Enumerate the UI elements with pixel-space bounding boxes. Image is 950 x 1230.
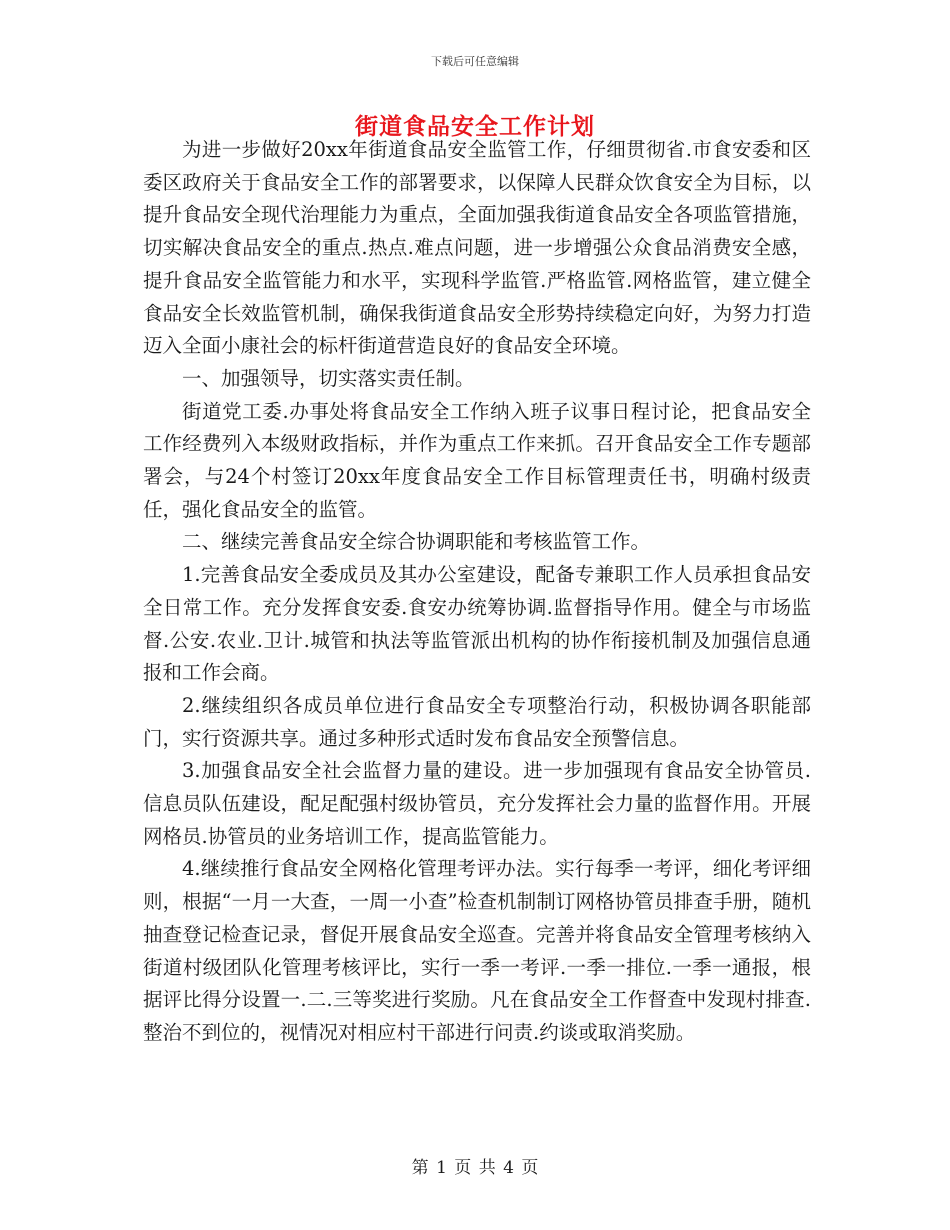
document-title: 街道食品安全工作计划 xyxy=(355,114,595,140)
section-heading-2: 二、继续完善食品安全综合协调职能和考核监管工作。 xyxy=(182,530,651,554)
item-2-paragraph: 2.继续组织各成员单位进行食品安全专项整治行动，积极协调各职能部门，实行资源共享。通过多种形式适时发布食品安全预警信息。 xyxy=(143,693,811,750)
item-3-paragraph: 3.加强食品安全社会监督力量的建设。进一步加强现有食品安全协管员.信息员队伍建设，配足配强村级协管员，充分发挥社会力量的监督作用。开展网格员.协管员的业务培训工作，提高监管能力。 xyxy=(143,759,811,848)
header-note: 下载后可任意编辑 xyxy=(431,55,519,68)
item-1-paragraph: 1.完善食品安全委成员及其办公室建设，配备专兼职工作人员承担食品安全日常工作。充分发挥食安委.食安办统筹协调.监督指导作用。健全与市场监督.公安.农业.卫计.城管和执法等监管派出机构的协作衔接机制及加强信息通报和工作会商。 xyxy=(143,563,811,685)
section-1-paragraph: 街道党工委.办事处将食品安全工作纳入班子议事日程讨论，把食品安全工作经费列入本级财政指标，并作为重点工作来抓。召开食品安全工作专题部署会，与24个村签订20xx年度食品安全工作目标管理责任书，明确村级责任，强化食品安全的监管。 xyxy=(143,399,811,521)
page-number-footer: 第 1 页 共 4 页 xyxy=(411,1158,539,1178)
item-4-paragraph: 4.继续推行食品安全网格化管理考评办法。实行每季一考评，细化考评细则，根据“一月一大查，一周一小查”检查机制制订网格协管员排查手册，随机抽查登记检查记录，督促开展食品安全巡查。完善并将食品安全管理考核纳入街道村级团队化管理考核评比，实行一季一考评.一季一排位.一季一通报，根据评比得分设置一.二.三等奖进行奖励。凡在食品安全工作督查中发现村排查.整治不到位的，视情况对相应村干部进行问责.约谈或取消奖励。 xyxy=(143,857,811,1044)
section-heading-1: 一、加强领导，切实落实责任制。 xyxy=(182,366,475,390)
intro-paragraph: 为进一步做好20xx年街道食品安全监管工作，仔细贯彻省.市食安委和区委区政府关于食品安全工作的部署要求，以保障人民群众饮食安全为目标，以提升食品安全现代治理能力为重点，全面加强我街道食品安全各项监管措施，切实解决食品安全的重点.热点.难点问题，进一步增强公众食品消费安全感，提升食品安全监管能力和水平，实现科学监管.严格监管.网格监管，建立健全食品安全长效监管机制，确保我街道食品安全形势持续稳定向好，为努力打造迈入全面小康社会的标杆街道营造良好的食品安全环境。 xyxy=(143,138,811,358)
document-body xyxy=(143,134,811,1050)
